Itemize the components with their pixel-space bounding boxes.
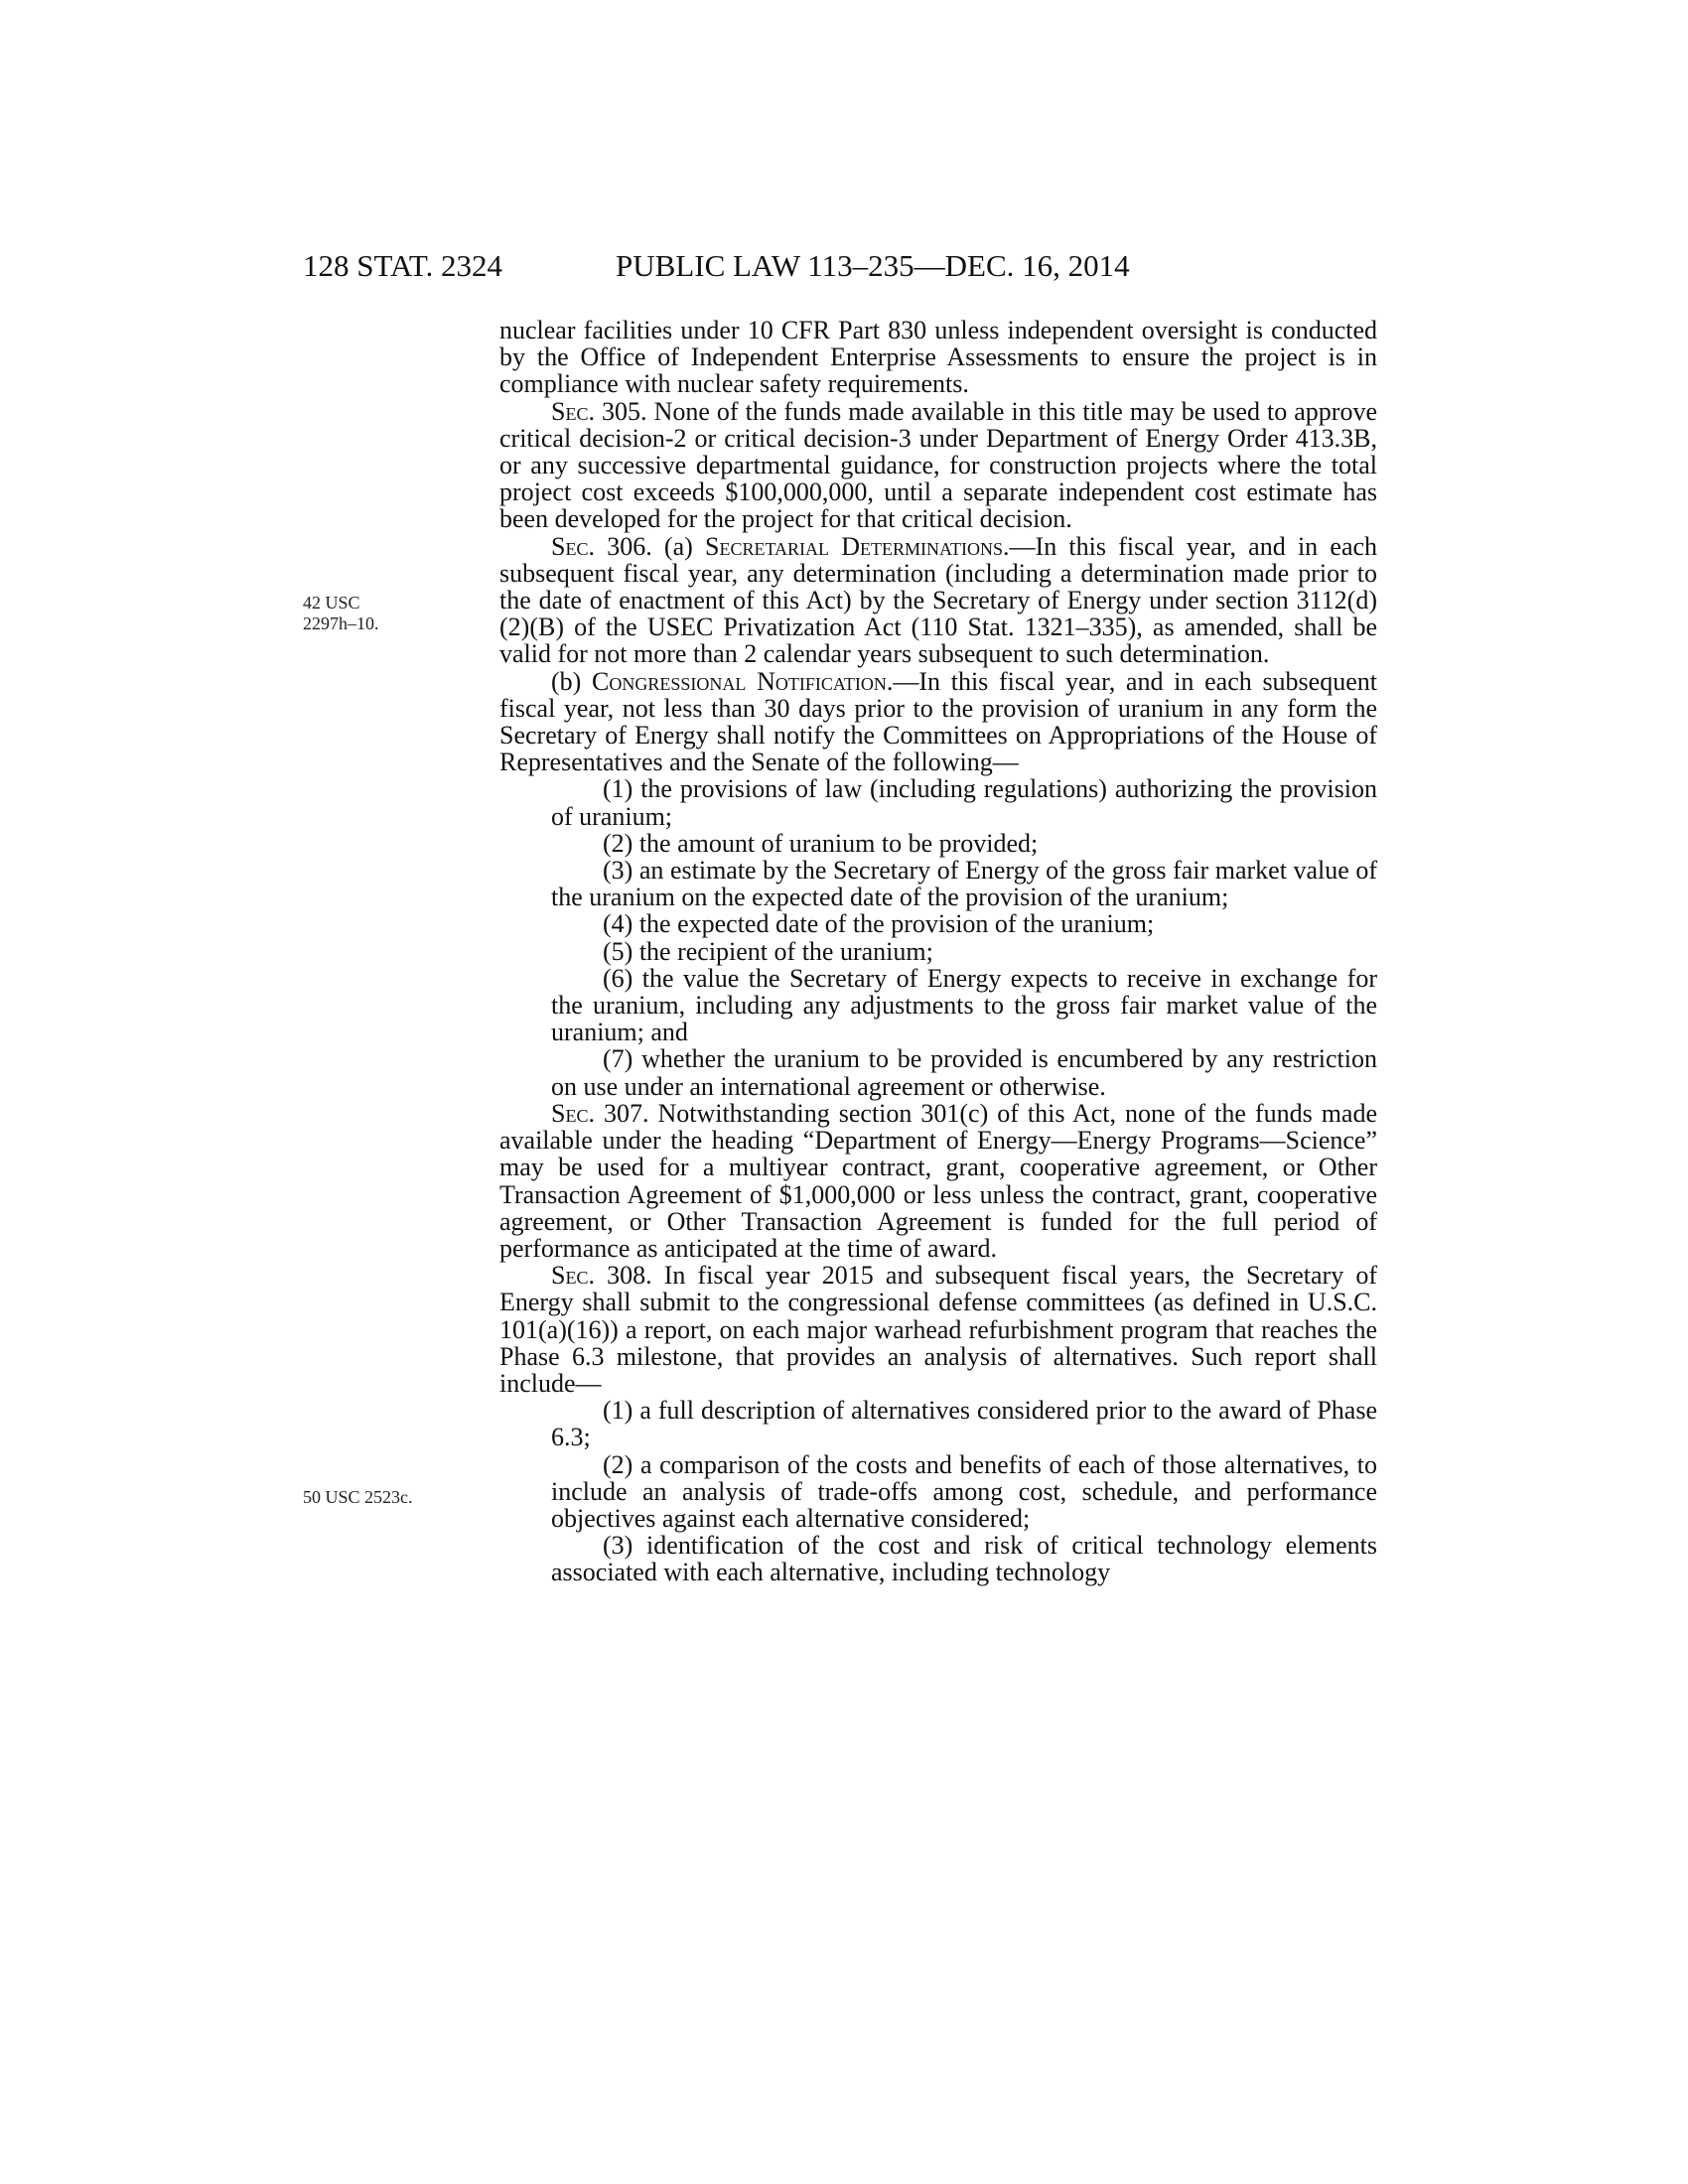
section-label: Sec. 305.: [551, 396, 647, 426]
margin-note-line: 2297h–10.: [303, 614, 379, 633]
list-item: (1) the provisions of law (including regulations) authorizing the provision of uranium;: [551, 774, 1377, 831]
section-308: [499, 1262, 1377, 1397]
list-item: (3) an estimate by the Secretary of Energy of the gross fair market value of the uranium on the expected date of the provision of the uranium;: [551, 856, 1377, 912]
section-text: In fiscal year 2015 and subsequent fiscal years, the Secretary of Energy shall submit to the congressional defense committees (as defined in U.S.C. 101(a)(16)) a report, on each major warhead refurbishment program that reaches the Phase 6.3 milestone, that provides an analysis of alternatives. Such report shall include—: [499, 1261, 1377, 1398]
margin-note-sec308: 50 USC 2523c.: [303, 1487, 413, 1507]
section-306-a: [499, 533, 1377, 668]
subsection-text: .—In this fiscal year, and in each subsequent fiscal year, not less than 30 days prior to the provision of uranium in any form the Secretary of Energy shall notify the Committees on Appropriations of the House of Representatives and the Senate of the following—: [499, 666, 1377, 777]
page-title: PUBLIC LAW 113–235—DEC. 16, 2014: [616, 248, 1130, 283]
list-item: (4) the expected date of the provision of the uranium;: [603, 909, 1155, 939]
subsection-prefix: (b): [551, 666, 593, 696]
section-307: [499, 1100, 1377, 1262]
section-text: None of the funds made available in this title may be used to approve critical decision-2 or critical decision-3 under Department of Energy Order 413.3B, or any successive departmental guidance, for construction projects where the total project cost exceeds $100,000,000, until a separate independent cost estimate has been developed for the project for that critical decision.: [499, 396, 1377, 534]
subsection-text: .—In this fiscal year, and in each subsequent fiscal year, any determination (including a determination made prior to the date of enactment of this Act) by the Secretary of Energy under section 3112(d)(2)(B) of the USEC Privatization Act (110 Stat. 1321–335), as amended, shall be valid for not more than 2 calendar years subsequent to such determination.: [499, 531, 1378, 669]
section-label: Sec. 307.: [551, 1098, 649, 1128]
running-header: [0, 246, 1688, 286]
subsection-heading: Secretarial Determinations: [705, 531, 1004, 561]
list-item: (3) identification of the cost and risk of critical technology elements associated with each alternative, including technology: [551, 1531, 1377, 1587]
document-body: [499, 317, 1377, 1586]
subsection-prefix: (a): [651, 531, 706, 561]
section-305: [499, 398, 1377, 533]
margin-note-line: 42 USC: [303, 593, 360, 613]
list-item: (2) a comparison of the costs and benefits of each of those alternatives, to include an analysis of trade-offs among cost, schedule, and performance objectives against each alternative considered;: [551, 1449, 1377, 1533]
section-label: Sec. 306.: [551, 531, 652, 561]
list-item: (2) the amount of uranium to be provided;: [603, 828, 1039, 858]
section-label: Sec. 308.: [551, 1261, 652, 1291]
list-item: (6) the value the Secretary of Energy expects to receive in exchange for the uranium, including any adjustments to the gross fair market value of the uranium; and: [551, 963, 1377, 1047]
list-item: (5) the recipient of the uranium;: [603, 936, 933, 966]
margin-note-sec306: [303, 593, 379, 634]
statute-page-reference: 128 STAT. 2324: [303, 248, 503, 283]
section-306-b: [499, 668, 1377, 776]
continued-paragraph: nuclear facilities under 10 CFR Part 830 unless independent oversight is conducted by the Office of Independent Enterprise Assessments to ensure the project is in compliance with nuclear safety requirements.: [499, 316, 1377, 399]
subsection-heading: Congressional Notification: [592, 666, 887, 696]
list-item: (7) whether the uranium to be provided is encumbered by any restriction on use under an international agreement or otherwise.: [551, 1044, 1377, 1101]
list-item: (1) a full description of alternatives considered prior to the award of Phase 6.3;: [551, 1396, 1377, 1452]
section-text: Notwithstanding section 301(c) of this Act, none of the funds made available under the heading “Department of Energy—Energy Programs—Science” may be used for a multiyear contract, grant, cooperative agreement, or Other Transaction Agreement of $1,000,000 or less unless the contract, grant, cooperative agreement, or Other Transaction Agreement is funded for the full period of performance as anticipated at the time of award.: [499, 1098, 1377, 1263]
